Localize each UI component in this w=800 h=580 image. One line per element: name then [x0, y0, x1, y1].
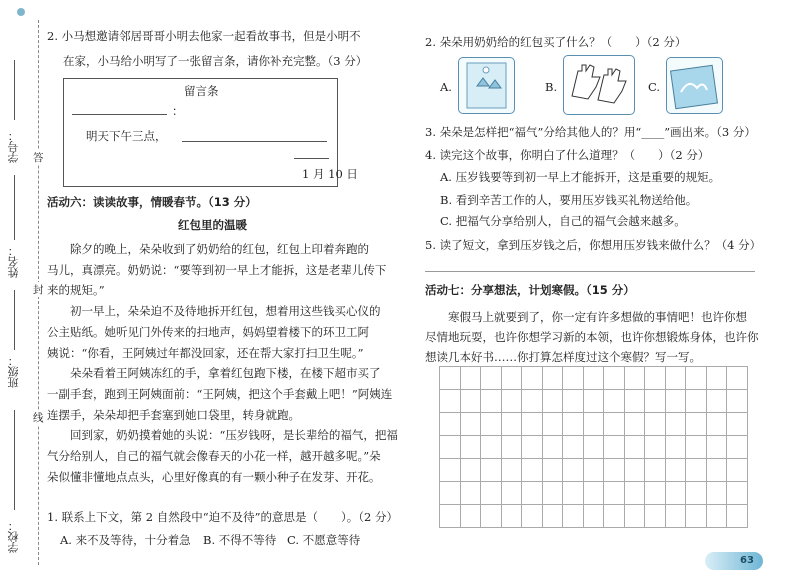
grid-cell[interactable] [440, 413, 461, 436]
grid-cell[interactable] [707, 436, 728, 459]
grid-cell[interactable] [440, 367, 461, 390]
school-line [14, 410, 15, 510]
story-line: 初一早上，朵朵迫不及待地拆开红包，想着用这些钱买心仪的 [47, 304, 381, 319]
name-label: 姓名： [7, 245, 20, 278]
note-line-2: 明天下午三点， [86, 129, 167, 143]
grid-cell[interactable] [625, 505, 646, 528]
grid-cell[interactable] [522, 413, 543, 436]
school-label: 学校： [7, 520, 20, 553]
grid-cell[interactable] [727, 390, 748, 413]
story-line: 朵似懂非懂地点点头，心里好像真的有一颗小种子在发芽、开花。 [47, 469, 381, 484]
grid-cell[interactable] [604, 390, 625, 413]
q2-option-a-label[interactable]: A. [440, 80, 452, 94]
q4-option-b[interactable]: B. 看到辛苦工作的人，要用压岁钱买礼物送给他。 [440, 193, 698, 207]
class-line [14, 290, 15, 350]
grid-cell[interactable] [563, 413, 584, 436]
activity-6-title: 活动六：读读故事，情暖春节。（13 分） [47, 195, 257, 209]
grid-cell[interactable] [666, 413, 687, 436]
grid-cell[interactable] [502, 413, 523, 436]
note-content-blank[interactable] [182, 141, 327, 142]
grid-cell[interactable] [727, 482, 748, 505]
q2-option-c-label[interactable]: C. [648, 80, 661, 94]
q2-right-question: 2. 朵朵用奶奶给的红包买了什么？（ ）（2 分） [425, 35, 687, 49]
note-date: 1 月 10 日 [302, 167, 358, 181]
grid-cell[interactable] [645, 413, 666, 436]
page-number-badge [705, 552, 763, 570]
grid-cell[interactable] [666, 390, 687, 413]
grid-cell[interactable] [707, 390, 728, 413]
grid-cell[interactable] [502, 482, 523, 505]
grid-cell[interactable] [543, 436, 564, 459]
grid-cell[interactable] [481, 413, 502, 436]
grid-cell[interactable] [686, 436, 707, 459]
grid-cell[interactable] [563, 367, 584, 390]
story-title: 红包里的温暖 [178, 218, 247, 232]
sticker-icon [667, 58, 722, 113]
corner-dot-icon [17, 8, 25, 16]
note-colon: ： [172, 104, 184, 118]
story-line: 公主贴纸。她听见门外传来的扫地声，妈妈望着楼下的环卫工阿 [47, 324, 369, 339]
grid-cell[interactable] [522, 459, 543, 482]
grid-cell[interactable] [440, 390, 461, 413]
grid-cell[interactable] [707, 413, 728, 436]
grid-cell[interactable] [440, 505, 461, 528]
grid-cell[interactable] [522, 367, 543, 390]
hairclip-icon [459, 58, 514, 113]
note-signature-blank[interactable] [294, 158, 329, 159]
grid-cell[interactable] [563, 390, 584, 413]
grid-cell[interactable] [625, 367, 646, 390]
grid-cell[interactable] [461, 505, 482, 528]
grid-cell[interactable] [461, 459, 482, 482]
grid-cell[interactable] [543, 505, 564, 528]
grid-cell[interactable] [584, 390, 605, 413]
activity-7-title: 活动七：分享想法，计划寒假。（15 分） [425, 283, 635, 297]
grid-cell[interactable] [707, 505, 728, 528]
q3-question: 3. 朵朵是怎样把“福气”分给其他人的？用“____”画出来。（3 分） [425, 125, 756, 139]
q1-option-b[interactable]: B. 不得不等待 [203, 533, 277, 547]
grid-cell[interactable] [707, 482, 728, 505]
grid-cell[interactable] [727, 459, 748, 482]
grid-cell[interactable] [686, 413, 707, 436]
grid-cell[interactable] [440, 482, 461, 505]
grid-cell[interactable] [645, 505, 666, 528]
q1-question: 1. 联系上下文，第 2 自然段中“迫不及待”的意思是（ ）。（2 分） [47, 510, 398, 524]
story-line: 一副手套，跑到王阿姨面前：“王阿姨，把这个手套戴上吧！”阿姨连 [47, 386, 393, 401]
grid-cell[interactable] [481, 367, 502, 390]
grid-cell[interactable] [625, 413, 646, 436]
grid-cell[interactable] [625, 482, 646, 505]
grid-cell[interactable] [461, 390, 482, 413]
grid-cell[interactable] [502, 367, 523, 390]
note-recipient-blank[interactable] [72, 114, 167, 115]
grid-cell[interactable] [584, 459, 605, 482]
student-id-line [14, 60, 15, 120]
story-line: 姨说：“你看，王阿姨过年都没回家，还在帮大家打扫卫生呢。” [47, 345, 364, 360]
grid-cell[interactable] [604, 482, 625, 505]
grid-cell[interactable] [522, 482, 543, 505]
grid-cell[interactable] [625, 459, 646, 482]
grid-cell[interactable] [666, 367, 687, 390]
grid-cell[interactable] [481, 390, 502, 413]
grid-cell[interactable] [666, 459, 687, 482]
q1-option-c[interactable]: C. 不愿意等待 [287, 533, 361, 547]
q4-option-a[interactable]: A. 压岁钱要等到初一早上才能拆开，这是重要的规矩。 [440, 170, 721, 184]
q5-question: 5. 读了短文，拿到压岁钱之后，你想用压岁钱来做什么？（4 分） [425, 238, 762, 252]
q2-option-b-label[interactable]: B. [545, 80, 558, 94]
student-id-label: 学号： [7, 130, 20, 163]
grid-cell[interactable] [502, 505, 523, 528]
grid-cell[interactable] [666, 505, 687, 528]
grid-cell[interactable] [461, 413, 482, 436]
q4-option-c[interactable]: C. 把福气分享给别人，自己的福气会越来越多。 [440, 214, 686, 228]
grid-cell[interactable] [502, 436, 523, 459]
act7-line-2: 尽情地玩耍，也许你想学习新的本领，也许你想锻炼身体，也许你 [425, 330, 759, 344]
grid-cell[interactable] [481, 505, 502, 528]
grid-cell[interactable] [645, 390, 666, 413]
story-text [47, 239, 398, 487]
story-line: 气分给别人，自己的福气就会像春天的小花一样，越开越多呢。”朵 [47, 449, 381, 464]
grid-cell[interactable] [686, 367, 707, 390]
grid-cell[interactable] [522, 390, 543, 413]
grid-cell[interactable] [666, 436, 687, 459]
grid-cell[interactable] [481, 436, 502, 459]
story-line: 朵朵看着王阿姨冻红的手，拿着红包跑下楼，在楼下超市买了 [47, 366, 381, 381]
grid-cell[interactable] [604, 436, 625, 459]
grid-cell[interactable] [502, 459, 523, 482]
grid-cell[interactable] [645, 367, 666, 390]
grid-cell[interactable] [543, 413, 564, 436]
grid-cell[interactable] [727, 505, 748, 528]
grid-cell[interactable] [481, 459, 502, 482]
grid-cell[interactable] [481, 482, 502, 505]
writing-grid[interactable] [439, 366, 748, 528]
grid-cell[interactable] [563, 505, 584, 528]
fold-mark-3: 线 [33, 412, 44, 424]
q2-line-1: 2. 小马想邀请邻居哥哥小明去他家一起看故事书，但是小明不 [47, 29, 361, 43]
class-label: 班级： [7, 355, 20, 388]
grid-cell[interactable] [604, 505, 625, 528]
fold-mark-1: 答 [33, 152, 44, 164]
grid-cell[interactable] [686, 459, 707, 482]
message-note-box [63, 78, 358, 187]
story-line: 除夕的晚上，朵朵收到了奶奶给的红包，红包上印着奔跑的 [47, 242, 369, 256]
grid-cell[interactable] [584, 436, 605, 459]
grid-cell[interactable] [543, 390, 564, 413]
grid-cell[interactable] [584, 505, 605, 528]
grid-cell[interactable] [604, 413, 625, 436]
story-line: 连摆手，朵朵却把手套塞到她口袋里，转身就跑。 [47, 407, 300, 422]
act7-line-3: 想读几本好书……你打算怎样度过这个寒假？写一写。 [425, 350, 701, 364]
q1-option-a[interactable]: A. 来不及等待，十分着急 [60, 533, 191, 547]
grid-cell[interactable] [563, 436, 584, 459]
grid-cell[interactable] [461, 436, 482, 459]
stickers-image[interactable] [666, 57, 723, 114]
grid-cell[interactable] [727, 436, 748, 459]
page-number: 63 [740, 555, 754, 566]
grid-cell[interactable] [584, 367, 605, 390]
grid-cell[interactable] [707, 459, 728, 482]
grid-cell[interactable] [727, 367, 748, 390]
grid-cell[interactable] [522, 505, 543, 528]
grid-cell[interactable] [543, 482, 564, 505]
grid-cell[interactable] [645, 436, 666, 459]
gloves-icon [564, 56, 634, 114]
grid-cell[interactable] [686, 505, 707, 528]
note-title: 留言条 [184, 84, 219, 98]
grid-cell[interactable] [461, 482, 482, 505]
grid-cell[interactable] [666, 482, 687, 505]
grid-cell[interactable] [440, 459, 461, 482]
grid-cell[interactable] [707, 367, 728, 390]
grid-cell[interactable] [522, 436, 543, 459]
grid-cell[interactable] [584, 413, 605, 436]
grid-cell[interactable] [625, 390, 646, 413]
grid-cell[interactable] [543, 367, 564, 390]
grid-cell[interactable] [604, 459, 625, 482]
grid-cell[interactable] [645, 482, 666, 505]
story-line: 来的规矩。” [47, 283, 105, 298]
grid-cell[interactable] [686, 482, 707, 505]
grid-cell[interactable] [604, 367, 625, 390]
act7-line-1: 寒假马上就要到了，你一定有许多想做的事情吧！也许你想 [425, 310, 747, 324]
q4-question: 4. 读完这个故事，你明白了什么道理？（ ）（2 分） [425, 148, 710, 162]
story-line: 马儿，真漂亮。奶奶说：“要等到初一早上才能拆，这是老辈儿传下 [47, 262, 387, 277]
grid-cell[interactable] [625, 436, 646, 459]
name-line [14, 175, 15, 240]
q2-line-2: 在家，小马给小明写了一张留言条，请你补充完整。（3 分） [63, 54, 368, 68]
grid-cell[interactable] [502, 390, 523, 413]
grid-cell[interactable] [563, 482, 584, 505]
fold-mark-2: 封 [33, 284, 44, 296]
grid-cell[interactable] [727, 413, 748, 436]
grid-cell[interactable] [440, 436, 461, 459]
grid-cell[interactable] [645, 459, 666, 482]
grid-cell[interactable] [584, 482, 605, 505]
grid-cell[interactable] [563, 459, 584, 482]
grid-cell[interactable] [461, 367, 482, 390]
grid-cell[interactable] [686, 390, 707, 413]
hairclip-pack-image[interactable] [458, 57, 515, 114]
story-line: 回到家，奶奶摸着她的头说：“压岁钱呀，是长辈给的福气，把福 [47, 428, 398, 443]
section-divider [425, 271, 755, 272]
gloves-image[interactable] [563, 55, 635, 115]
grid-cell[interactable] [543, 459, 564, 482]
